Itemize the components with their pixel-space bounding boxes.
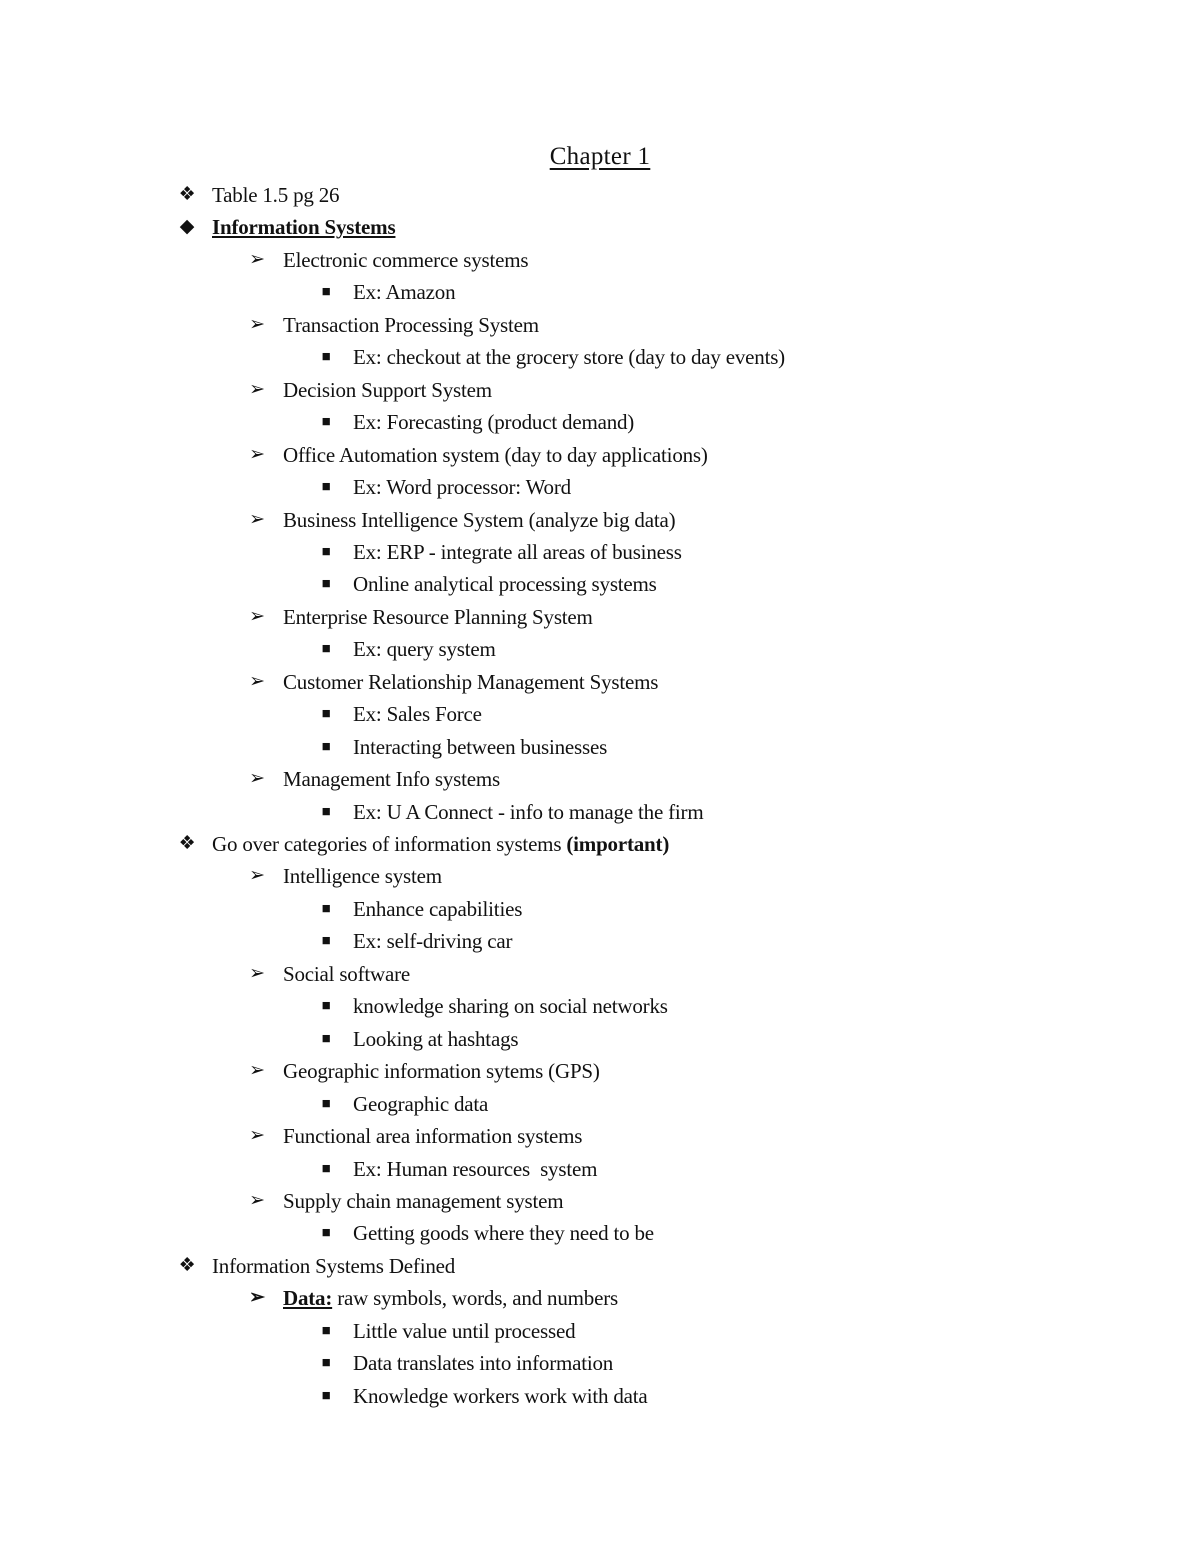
item-text: Data translates into information — [353, 1351, 614, 1376]
outline-item-text — [353, 1217, 654, 1249]
item-text: Interacting between businesses — [353, 734, 608, 759]
item-text: Intelligence system — [283, 864, 442, 889]
bullet-icon: ◆ — [179, 216, 195, 238]
item-text: Knowledge workers work with data — [353, 1383, 648, 1408]
outline-item-text — [212, 828, 669, 860]
outline-item-text — [353, 1153, 597, 1185]
item-text: Enterprise Resource Planning System — [283, 604, 593, 629]
bullet-icon: ■ — [321, 1225, 331, 1242]
item-text: Little value until processed — [353, 1318, 576, 1343]
outline-item-text — [353, 536, 682, 568]
item-text: Information Systems — [212, 215, 396, 240]
bullet-icon: ➢ — [249, 1287, 265, 1309]
item-text: Information Systems Defined — [212, 1253, 456, 1278]
bullet-icon: ■ — [321, 803, 331, 820]
outline-item-text — [353, 276, 455, 308]
bullet-icon: ❖ — [178, 833, 196, 854]
outline-item-text — [353, 341, 785, 373]
outline-item-text — [283, 309, 539, 341]
item-text: Geographic data — [353, 1091, 489, 1116]
item-text: Customer Relationship Management Systems — [283, 669, 659, 694]
item-text: Table 1.5 pg 26 — [212, 183, 340, 207]
bullet-icon: ■ — [321, 479, 331, 496]
outline-item-text — [283, 244, 528, 276]
bullet-icon: ➢ — [249, 768, 265, 790]
outline-item-text — [283, 601, 593, 633]
bullet-icon: ■ — [321, 576, 331, 593]
outline-item-text — [283, 763, 500, 795]
bold-emphasis: (important) — [566, 832, 670, 856]
item-text: Ex: Amazon — [353, 280, 456, 305]
item-text: Electronic commerce systems — [283, 247, 529, 272]
bullet-icon: ■ — [321, 543, 331, 560]
item-text: Enhance capabilities — [353, 896, 523, 921]
page-title: Chapter 1 — [549, 143, 651, 170]
outline-item-text — [283, 860, 442, 892]
item-text: Looking at hashtags — [353, 1026, 519, 1051]
outline-item-text — [283, 1120, 582, 1152]
bullet-icon: ■ — [321, 1030, 331, 1047]
item-text: Ex: Human resources system — [353, 1156, 598, 1181]
outline-item-text — [212, 179, 339, 211]
bullet-icon: ■ — [321, 933, 331, 950]
outline-item-text — [353, 406, 634, 438]
item-text: Ex: query system — [353, 637, 496, 662]
outline-item-text — [353, 1315, 575, 1347]
bullet-icon: ➢ — [249, 443, 265, 465]
outline-item-text — [283, 1185, 563, 1217]
bullet-icon: ■ — [321, 349, 331, 366]
item-text: Office Automation system (day to day applications) — [283, 442, 708, 467]
item-text: Geographic information sytems (GPS) — [283, 1059, 600, 1084]
bullet-icon: ■ — [321, 284, 331, 301]
bullet-icon: ■ — [321, 738, 331, 755]
bullet-icon: ■ — [321, 414, 331, 431]
bullet-icon: ➢ — [249, 962, 265, 984]
bullet-icon: ➢ — [249, 865, 265, 887]
item-text: Transaction Processing System — [283, 312, 539, 337]
outline-item-text — [212, 211, 395, 243]
outline-item-text — [353, 1088, 488, 1120]
item-text: Decision Support System — [283, 377, 492, 402]
outline-item-text — [283, 1055, 600, 1087]
item-text: Ex: checkout at the grocery store (day to day events) — [353, 345, 785, 370]
item-text: Ex: Sales Force — [353, 702, 482, 727]
outline-item-text — [353, 731, 607, 763]
bullet-icon: ■ — [321, 1322, 331, 1339]
item-text: Management Info systems — [283, 767, 501, 792]
outline-item-text — [283, 1282, 618, 1314]
item-text: raw symbols, words, and numbers — [332, 1286, 618, 1311]
item-text: knowledge sharing on social networks — [353, 994, 668, 1019]
outline-item-text — [353, 1023, 518, 1055]
outline-item-text — [283, 666, 658, 698]
bullet-icon: ❖ — [178, 184, 196, 205]
outline-item-text — [353, 796, 703, 828]
item-text: Supply chain management system — [283, 1188, 564, 1213]
item-text: Functional area information systems — [283, 1124, 583, 1149]
bullet-icon: ■ — [321, 706, 331, 723]
bullet-icon: ■ — [321, 900, 331, 917]
bullet-icon: ➢ — [249, 605, 265, 627]
outline-item-text — [353, 698, 482, 730]
item-text: Social software — [283, 961, 411, 986]
item-text: Online analytical processing systems — [353, 572, 657, 597]
outline-item-text — [353, 893, 522, 925]
bullet-icon: ➢ — [249, 508, 265, 530]
bullet-icon: ➢ — [249, 313, 265, 335]
outline-item-text — [353, 633, 496, 665]
bullet-icon: ■ — [321, 641, 331, 658]
bullet-icon: ■ — [321, 1355, 331, 1372]
item-text: Ex: ERP - integrate all areas of business — [353, 539, 682, 564]
outline-item-text — [353, 568, 657, 600]
bullet-icon: ➢ — [249, 378, 265, 400]
bullet-icon: ❖ — [178, 1254, 196, 1276]
item-text: Ex: U A Connect - info to manage the firm — [353, 799, 704, 824]
item-text: Go over categories of information systems — [212, 832, 567, 856]
outline-item-text — [283, 374, 492, 406]
outline-item-text — [283, 958, 410, 990]
item-text: Getting goods where they need to be — [353, 1221, 654, 1246]
bullet-icon: ■ — [321, 1387, 331, 1404]
outline-item-text — [283, 439, 708, 471]
bold-term: Data: — [283, 1286, 333, 1311]
outline-item-text — [283, 504, 675, 536]
outline-item-text — [212, 1250, 455, 1282]
outline-item-text — [353, 471, 571, 503]
item-text: Ex: Forecasting (product demand) — [353, 410, 635, 435]
bullet-icon: ■ — [321, 1095, 331, 1112]
outline-item-text — [353, 1347, 613, 1379]
item-text: Ex: Word processor: Word — [353, 475, 571, 500]
bullet-icon: ➢ — [249, 670, 265, 692]
bullet-icon: ■ — [321, 1160, 331, 1177]
item-text: Business Intelligence System (analyze big data) — [283, 507, 676, 532]
bullet-icon: ■ — [321, 998, 331, 1015]
bullet-icon: ➢ — [249, 1189, 265, 1211]
outline-item-text — [353, 990, 668, 1022]
item-text: Ex: self-driving car — [353, 929, 513, 954]
bullet-icon: ➢ — [249, 1125, 265, 1147]
bullet-icon: ➢ — [249, 248, 265, 270]
bullet-icon: ➢ — [249, 1060, 265, 1082]
outline-item-text — [353, 925, 512, 957]
outline-item-text — [353, 1380, 648, 1412]
